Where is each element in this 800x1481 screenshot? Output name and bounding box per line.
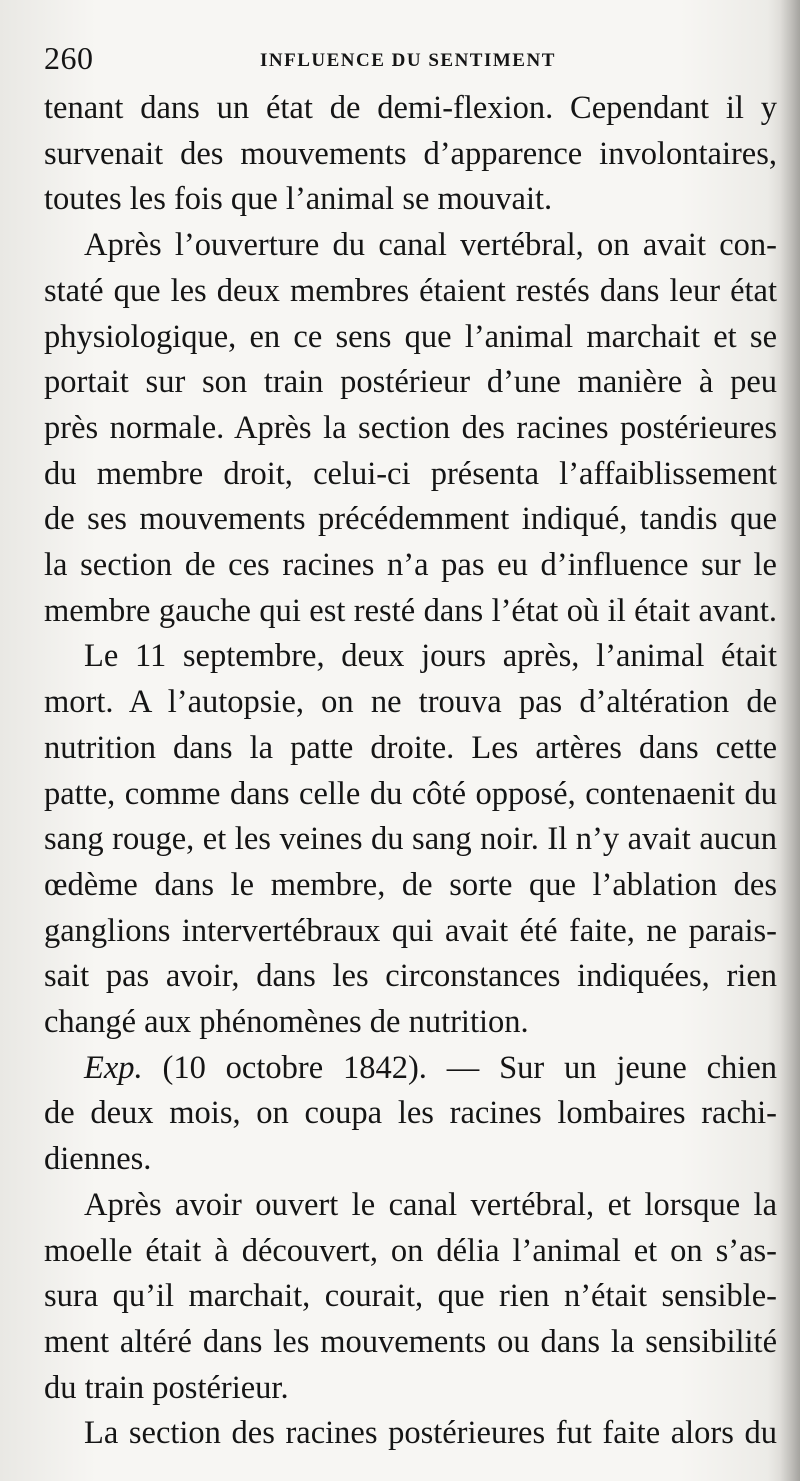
text-line: Après avoir ouvert le canal vertébral, et lorsque la [84,1186,777,1223]
text-line: survenait des mouvements d’apparence involontaires, [44,135,777,172]
text-line: œdème dans le membre, de sorte que l’ablation des [44,866,777,903]
text-line-exp [44,1046,777,1092]
page-header [44,38,764,84]
text-line: sait pas avoir, dans les circonstances indiquées, rien [44,958,777,995]
text-line: près normale. Après la section des racines postérieures [44,409,777,446]
text-line: ganglions intervertébraux qui avait été faite, ne parais- [44,912,777,949]
text-line: du train postérieur. [44,1369,289,1406]
text-line: de deux mois, on coupa les racines lombaires rachi- [44,1095,777,1132]
text-line: Le 11 septembre, deux jours après, l’animal était [84,638,777,675]
text-line: changé aux phénomènes de nutrition. [44,1004,529,1041]
text-line: tenant dans un état de demi-flexion. Cependant il y [44,90,777,126]
text-line: de ses mouvements précédemment indiqué, tandis que [44,501,777,538]
text-line: Après l’ouverture du canal vertébral, on avait con- [84,227,777,264]
text-line: patte, comme dans celle du côté opposé, contenaenit du [44,775,777,812]
page-number: 260 [44,40,94,76]
text-line: nutrition dans la patte droite. Les artères dans cette [44,729,777,766]
text-line: la section de ces racines n’a pas eu d’influence sur le [44,547,777,584]
text-line: diennes. [44,1141,152,1178]
running-title: INFLUENCE DU SENTIMENT [260,50,556,71]
text-line: portait sur son train postérieur d’une manière à peu [44,364,777,401]
page-edge-shadow [780,0,800,1481]
text-line: moelle était à découvert, on délia l’animal et on s’as- [44,1232,777,1269]
body-text [44,86,777,1457]
text-line: physiologique, en ce sens que l’animal marchait et se [44,318,777,355]
text-line: mort. A l’autopsie, on ne trouva pas d’altération de [44,684,777,721]
text-line: membre gauche qui est resté dans l’état où il était avant. [44,592,777,629]
exp-label: Exp. [84,1049,143,1086]
text-line: sura qu’il marchait, courait, que rien n’était sensible- [44,1278,777,1315]
text-line: ment altéré dans les mouvements ou dans la sensibilité [44,1323,777,1360]
text-line: sang rouge, et les veines du sang noir. Il n’y avait aucun [44,821,777,858]
text-line: La section des racines postérieures fut faite alors du [84,1415,777,1452]
text-line: du membre droit, celui-ci présenta l’affaiblissement [44,455,777,492]
text-line: toutes les fois que l’animal se mouvait. [44,181,553,218]
text-line: staté que les deux membres étaient restés dans leur état [44,272,777,309]
exp-text: (10 octobre 1842). — Sur un jeune chien [162,1049,777,1086]
